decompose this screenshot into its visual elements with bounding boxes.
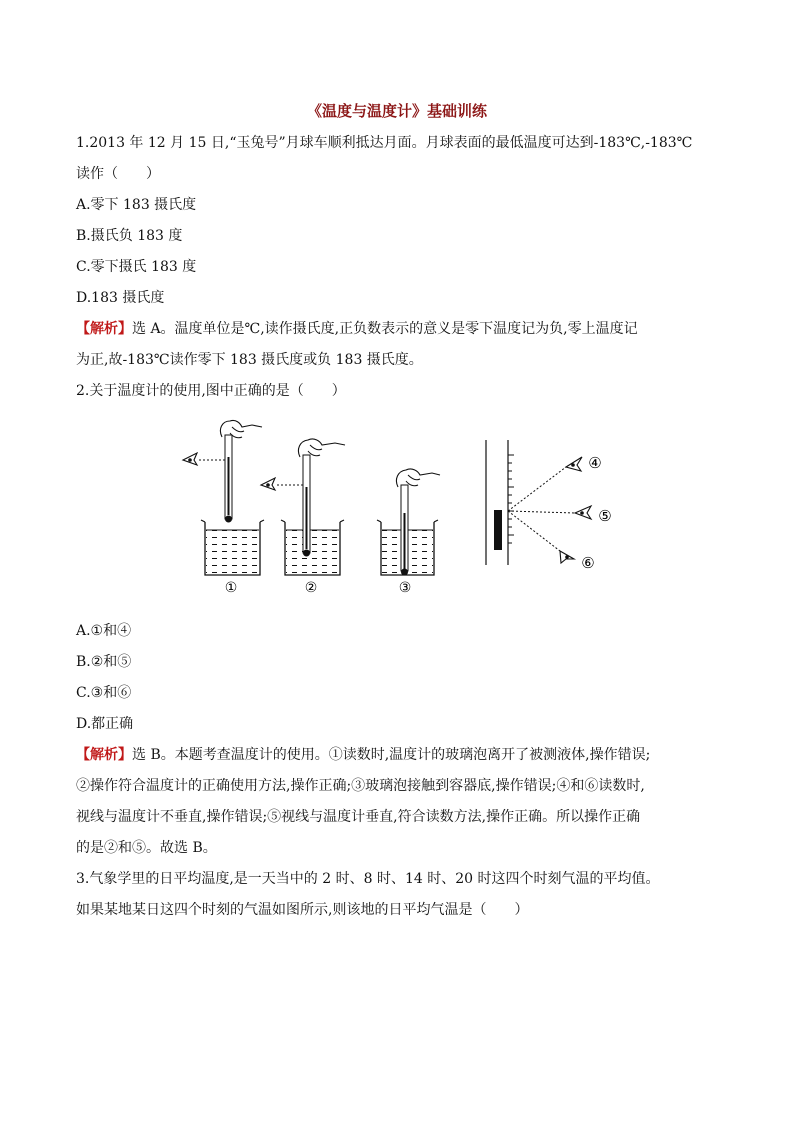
q1-stem-line2: 读作（ ） (76, 166, 160, 182)
thermometer-1 (225, 435, 232, 523)
q1-analysis-line2: 为正,故-183℃读作零下 183 摄氏度或负 183 摄氏度。 (76, 352, 423, 368)
analysis-tag: 【解析】 (76, 747, 132, 763)
sight-lines (508, 467, 575, 551)
q1-option-a: A.零下 183 摄氏度 (76, 197, 197, 213)
eye-label-6: ⑥ (581, 554, 595, 572)
beaker-1 (201, 520, 264, 575)
beaker-label-2: ② (304, 580, 318, 596)
q2-analysis-line4: 的是②和⑤。故选 B。 (76, 840, 217, 856)
analysis-tag: 【解析】 (76, 321, 132, 337)
eye-6-icon (560, 551, 574, 563)
beaker-2 (281, 520, 344, 575)
q3-stem-line2: 如果某地某日这四个时刻的气温如图所示,则该地的日平均气温是（ ） (76, 902, 529, 918)
q2-analysis-line1 (76, 746, 726, 764)
q2-analysis-line3: 视线与温度计不垂直,操作错误;⑤视线与温度计垂直,符合读数方法,操作正确。所以操作正确 (76, 809, 641, 825)
eye-4-icon (566, 457, 582, 471)
q2-analysis-line2: ②操作符合温度计的正确使用方法,操作正确;③玻璃泡接触到容器底,操作错误;④和⑥读数时, (76, 778, 645, 794)
q2-option-d: D.都正确 (76, 716, 134, 732)
q2-option-b: B.②和⑤ (76, 654, 132, 670)
beaker-label-1: ① (224, 580, 238, 596)
eye-label-4: ④ (588, 454, 602, 472)
hand-2 (298, 439, 345, 457)
eye-1-icon (183, 453, 225, 465)
thermometer-2 (303, 455, 310, 557)
q2-option-a: A.①和④ (76, 623, 132, 639)
thermometer-scale-closeup (486, 440, 514, 565)
thermometer-figure (170, 415, 630, 600)
q3-stem-line1: 3.气象学里的日平均温度,是一天当中的 2 时、8 时、14 时、20 时这四个时刻气温的平均值。 (76, 871, 660, 887)
q1-analysis-line1 (76, 320, 726, 338)
q1-analysis-text: 选 A。温度单位是℃,读作摄氏度,正负数表示的意义是零下温度记为负,零上温度记 (132, 321, 638, 337)
page-title: 《温度与温度计》基础训练 (306, 102, 487, 120)
q1-option-c: C.零下摄氏 183 度 (76, 259, 197, 275)
q2-option-c: C.③和⑥ (76, 685, 132, 701)
q2-analysis-text: 选 B。本题考查温度计的使用。①读数时,温度计的玻璃泡离开了被测液体,操作错误; (132, 747, 651, 763)
eye-5-icon (575, 506, 591, 519)
eye-2-icon (261, 478, 303, 490)
hand-3 (396, 469, 440, 487)
beaker-label-3: ③ (398, 580, 412, 596)
q1-option-b: B.摄氏负 183 度 (76, 228, 183, 244)
thermometer-3 (401, 485, 408, 576)
q2-stem: 2.关于温度计的使用,图中正确的是（ ） (76, 383, 346, 399)
q1-option-d: D.183 摄氏度 (76, 290, 165, 306)
q1-stem-line1: 1.2013 年 12 月 15 日,“玉兔号”月球车顺利抵达月面。月球表面的最低温度可达到-183℃,-183℃ (76, 135, 693, 151)
thermometer-diagram (170, 415, 630, 600)
eye-label-5: ⑤ (598, 507, 612, 525)
